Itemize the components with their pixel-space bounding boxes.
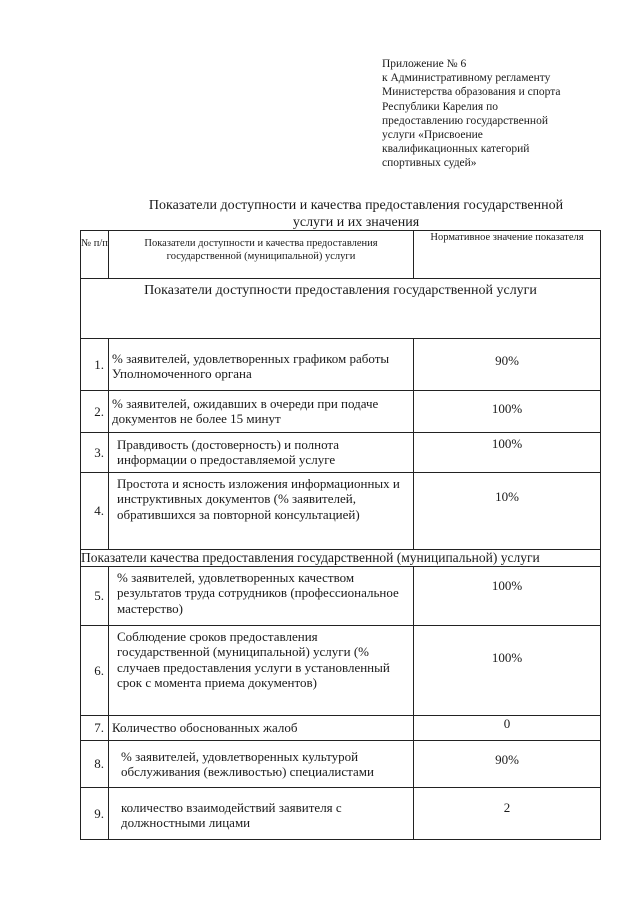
section-accessibility-title: Показатели доступности предоставления государственной услуги: [81, 279, 601, 339]
table-row: [81, 716, 601, 741]
row-value: 100%: [414, 567, 601, 626]
table-row: [81, 473, 601, 550]
row-indicator: Простота и ясность изложения информационных и инструктивных документов (% заявителей, обратившихся за повторной консультацией): [109, 473, 414, 550]
appendix-line: квалификационных категорий: [382, 143, 530, 156]
row-value: 100%: [414, 626, 601, 716]
indicators-table: [80, 230, 601, 840]
table-row: [81, 567, 601, 626]
row-number: 4.: [81, 473, 109, 550]
table-row: [81, 788, 601, 840]
row-value: 90%: [414, 339, 601, 391]
row-number: 8.: [81, 741, 109, 788]
appendix-note: [382, 57, 597, 171]
section-quality-title: Показатели качества предоставления государственной (муниципальной) услуги: [81, 550, 601, 567]
row-indicator: количество взаимодействий заявителя с должностными лицами: [109, 788, 414, 840]
appendix-line: Республики Карелия по: [382, 100, 499, 113]
header-value: Нормативное значение показателя: [414, 231, 601, 279]
table-row: [81, 433, 601, 473]
row-number: 3.: [81, 433, 109, 473]
section-quality-row: [81, 550, 601, 567]
appendix-line: услуги «Присвоение: [382, 129, 483, 142]
row-number: 5.: [81, 567, 109, 626]
row-indicator: Соблюдение сроков предоставления государственной (муниципальной) услуги (% случаев предоставления услуги в установленный срок с момента приема документов): [109, 626, 414, 716]
document-title: [100, 197, 612, 231]
row-number: 2.: [81, 391, 109, 433]
row-value: 100%: [414, 433, 601, 473]
row-indicator: % заявителей, ожидавших в очереди при подаче документов не более 15 минут: [109, 391, 414, 433]
row-indicator: % заявителей, удовлетворенных графиком работы Уполномоченного органа: [109, 339, 414, 391]
table-header-row: [81, 231, 601, 279]
row-number: 9.: [81, 788, 109, 840]
table-row: [81, 626, 601, 716]
appendix-line: предоставлению государственной: [382, 114, 548, 127]
row-number: 7.: [81, 716, 109, 741]
row-value: 10%: [414, 473, 601, 550]
title-line-2: услуги и их значения: [292, 215, 420, 230]
table-row: [81, 391, 601, 433]
row-number: 1.: [81, 339, 109, 391]
section-accessibility-row: [81, 279, 601, 339]
header-indicator: Показатели доступности и качества предоставления государственной (муниципальной) услуги: [109, 231, 414, 279]
title-line-1: Показатели доступности и качества предоставления государственной: [148, 198, 564, 213]
row-value: 90%: [414, 741, 601, 788]
row-number: 6.: [81, 626, 109, 716]
row-value: 100%: [414, 391, 601, 433]
table-row: [81, 339, 601, 391]
row-indicator: Количество обоснованных жалоб: [109, 716, 414, 741]
row-indicator: % заявителей, удовлетворенных качеством результатов труда сотрудников (профессиональное мастерство): [109, 567, 414, 626]
appendix-line: Министерства образования и спорта: [382, 86, 561, 99]
header-number: № п/п: [81, 231, 109, 279]
table-row: [81, 741, 601, 788]
row-value: 0: [414, 716, 601, 741]
row-indicator: % заявителей, удовлетворенных культурой обслуживания (вежливостью) специалистами: [109, 741, 414, 788]
appendix-line: к Административному регламенту: [382, 72, 551, 85]
row-indicator: Правдивость (достоверность) и полнота информации о предоставляемой услуге: [109, 433, 414, 473]
row-value: 2: [414, 788, 601, 840]
appendix-line: спортивных судей»: [382, 157, 477, 170]
appendix-line: Приложение № 6: [382, 58, 467, 70]
